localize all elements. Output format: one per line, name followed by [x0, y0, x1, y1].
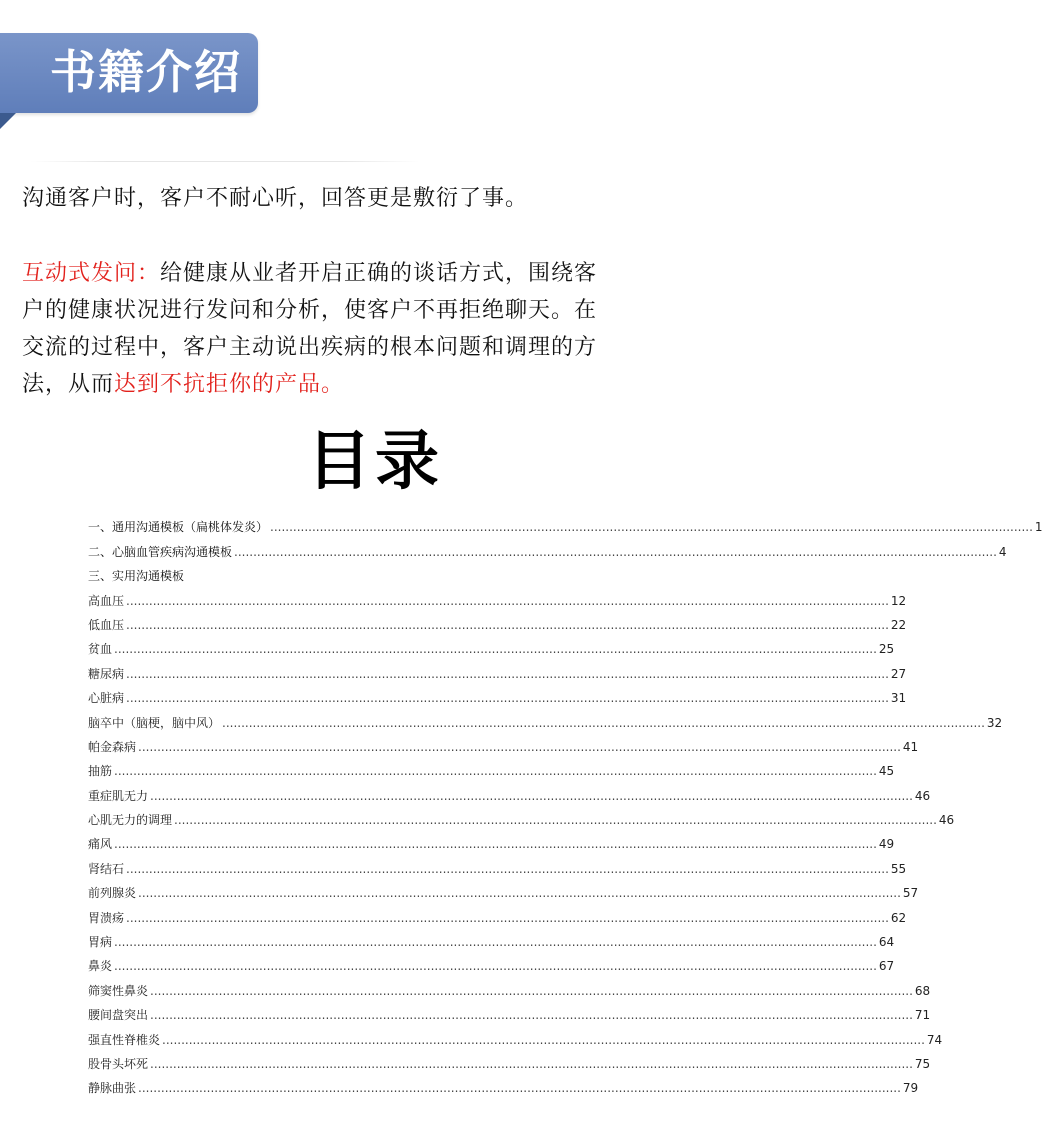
paragraph-line-2: 户的健康状况进行发问和分析，使客户不再拒绝聊天。在	[22, 298, 598, 323]
toc-entry-page: 75	[914, 1056, 931, 1071]
toc-entry-page: 31	[890, 691, 907, 706]
toc-leader: ........................................................................................................................................................................................................	[222, 715, 985, 730]
intro-text: 沟通客户时，客户不耐心听，回答更是敷衍了事。	[22, 186, 529, 211]
toc-entry	[88, 905, 907, 929]
toc-entry	[88, 1076, 919, 1100]
highlight-label: 互动式发问：	[22, 261, 161, 286]
toc-entry	[88, 1052, 931, 1076]
toc-entry-label: 贫血	[88, 642, 113, 657]
toc-entry	[88, 1027, 943, 1051]
toc-entry	[88, 637, 895, 661]
toc-entry-page: 68	[914, 983, 931, 998]
toc-entry-label: 前列腺炎	[88, 886, 137, 901]
toc-entry-page: 22	[890, 617, 907, 632]
toc-leader: ........................................................................................................................................................................................................	[114, 837, 877, 852]
toc-entry-page: 46	[938, 813, 955, 828]
toc-entry-page: 74	[926, 1032, 943, 1047]
toc-entry-page: 64	[878, 935, 895, 950]
toc-entry-page: 32	[986, 715, 1003, 730]
toc-leader: ........................................................................................................................................................................................................	[126, 666, 889, 681]
toc-entry	[88, 588, 907, 612]
toc-leader: ........................................................................................................................................................................................................	[270, 520, 1033, 535]
toc-entry-label: 糖尿病	[88, 666, 125, 681]
toc-entry	[88, 1003, 931, 1027]
toc-entry	[88, 978, 931, 1002]
toc-entry-page: 57	[902, 886, 919, 901]
toc-entry	[88, 930, 895, 954]
toc-leader: ........................................................................................................................................................................................................	[126, 691, 889, 706]
toc-leader: ........................................................................................................................................................................................................	[150, 788, 913, 803]
toc-leader: ........................................................................................................................................................................................................	[138, 886, 901, 901]
toc-entry	[88, 613, 907, 637]
toc-entry	[88, 735, 919, 759]
toc-entry	[88, 783, 931, 807]
intro-paragraph	[22, 255, 722, 403]
toc-entry-page: 45	[878, 764, 895, 779]
table-of-contents	[88, 515, 1043, 1100]
toc-leader: ........................................................................................................................................................................................................	[114, 959, 877, 974]
toc-leader: ........................................................................................................................................................................................................	[126, 910, 889, 925]
header-fold	[0, 113, 16, 129]
toc-entry-page: 62	[890, 910, 907, 925]
toc-leader: ........................................................................................................................................................................................................	[150, 983, 913, 998]
toc-entry-label: 心脏病	[88, 691, 125, 706]
paragraph-line-4	[22, 366, 722, 403]
toc-entry-label: 痛风	[88, 837, 113, 852]
toc-entry-page: 41	[902, 739, 919, 754]
toc-entry-page: 25	[878, 642, 895, 657]
toc-section-label: 二、心脑血管疾病沟通模板	[88, 544, 233, 559]
toc-entry-label: 重症肌无力	[88, 788, 149, 803]
toc-section	[88, 564, 530, 588]
toc-section	[88, 539, 1007, 563]
toc-entry	[88, 759, 895, 783]
toc-entry-label: 筛窦性鼻炎	[88, 983, 149, 998]
toc-entry	[88, 661, 907, 685]
toc-entry	[88, 686, 907, 710]
toc-leader: ........................................................................................................................................................................................................	[162, 1032, 925, 1047]
paragraph-line-3: 交流的过程中，客户主动说出疾病的根本问题和调理的方	[22, 335, 598, 360]
toc-entry-label: 抽筋	[88, 764, 113, 779]
toc-section-page: 4	[998, 544, 1007, 559]
paragraph-line-1	[22, 255, 722, 292]
toc-leader: ........................................................................................................................................................................................................	[150, 1008, 913, 1023]
toc-entry-label: 鼻炎	[88, 959, 113, 974]
toc-section-label: 一、通用沟通模板（扁桃体发炎）	[88, 520, 269, 535]
toc-entry-label: 肾结石	[88, 861, 125, 876]
toc-entry-label: 股骨头坏死	[88, 1056, 149, 1071]
paragraph-line-1-text: 给健康从业者开启正确的谈话方式，围绕客	[160, 261, 598, 286]
toc-entry-page: 79	[902, 1081, 919, 1096]
toc-leader: ........................................................................................................................................................................................................	[126, 861, 889, 876]
toc-entry	[88, 808, 955, 832]
toc-entry-label: 胃病	[88, 935, 113, 950]
toc-entry-page: 71	[914, 1008, 931, 1023]
toc-section	[88, 515, 1043, 539]
toc-leader: ........................................................................................................................................................................................................	[138, 1081, 901, 1096]
toc-entry-label: 低血压	[88, 617, 125, 632]
toc-leader: ........................................................................................................................................................................................................	[126, 593, 889, 608]
toc-entry-page: 67	[878, 959, 895, 974]
page-title: 书籍介绍	[50, 45, 242, 99]
toc-section-label: 三、实用沟通模板	[88, 569, 185, 584]
toc-entry-page: 55	[890, 861, 907, 876]
toc-leader: ........................................................................................................................................................................................................	[114, 642, 877, 657]
toc-leader: ........................................................................................................................................................................................................	[150, 1056, 913, 1071]
toc-entry-page: 46	[914, 788, 931, 803]
paragraph-line-4-text: 法，从而	[22, 372, 115, 397]
toc-entry	[88, 881, 919, 905]
toc-entry	[88, 832, 895, 856]
toc-entry-label: 脑卒中（脑梗，脑中风）	[88, 715, 221, 730]
toc-section-page: 1	[1034, 520, 1043, 535]
highlight-tail: 达到不抗拒你的产品。	[114, 372, 345, 397]
toc-leader: ........................................................................................................................................................................................................	[234, 544, 997, 559]
toc-title: 目录	[307, 425, 443, 499]
toc-entry	[88, 710, 1003, 734]
toc-entry-page: 12	[890, 593, 907, 608]
toc-entry-label: 强直性脊椎炎	[88, 1032, 161, 1047]
toc-entry-label: 高血压	[88, 593, 125, 608]
toc-leader: ........................................................................................................................................................................................................	[126, 617, 889, 632]
toc-leader: ........................................................................................................................................................................................................	[138, 739, 901, 754]
toc-entry-label: 胃溃疡	[88, 910, 125, 925]
toc-entry-label: 心肌无力的调理	[88, 813, 173, 828]
toc-entry	[88, 856, 907, 880]
toc-entry-page: 27	[890, 666, 907, 681]
divider	[30, 161, 420, 162]
toc-entry	[88, 954, 895, 978]
toc-entry-label: 帕金森病	[88, 739, 137, 754]
toc-leader: ........................................................................................................................................................................................................	[174, 813, 937, 828]
toc-leader: ........................................................................................................................................................................................................	[114, 935, 877, 950]
toc-entry-label: 静脉曲张	[88, 1081, 137, 1096]
toc-entry-page: 49	[878, 837, 895, 852]
toc-leader: ........................................................................................................................................................................................................	[114, 764, 877, 779]
toc-entry-label: 腰间盘突出	[88, 1008, 149, 1023]
